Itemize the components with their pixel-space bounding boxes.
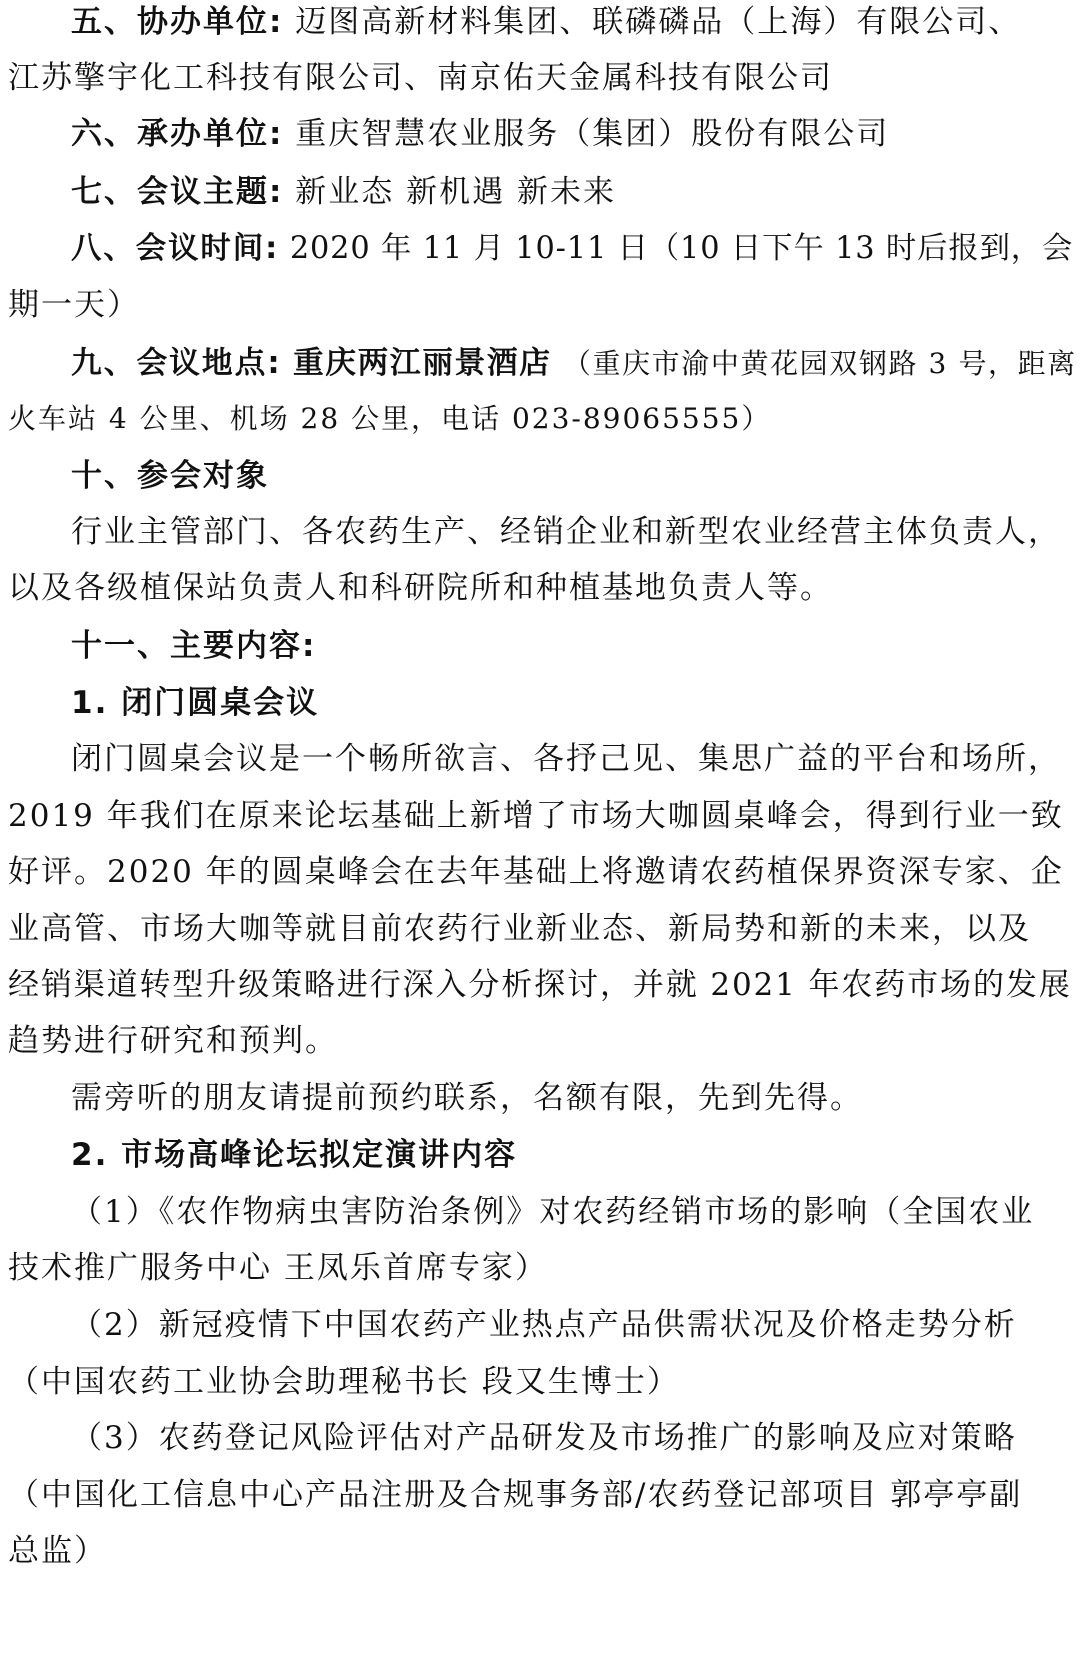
section-11-heading: 十一、主要内容: <box>71 628 317 664</box>
section-5-label: 五、协办单位: <box>71 4 284 40</box>
item-1-paragraph-line: 2019 年我们在原来论坛基础上新增了市场大咖圆桌峰会，得到行业一致 <box>8 798 1064 834</box>
section-5-text: 迈图高新材料集团、联磷磷品（上海）有限公司、 <box>295 4 1022 40</box>
item-1-paragraph-line: 闭门圆桌会议是一个畅所欲言、各抒己见、集思广益的平台和场所， <box>71 741 1061 777</box>
section-7-line <box>71 172 1072 212</box>
talk-1-line-2: 技术推广服务中心 王凤乐首席专家） <box>8 1250 548 1286</box>
talk-2-line-2: （中国农药工业协会助理秘书长 段又生博士） <box>8 1364 680 1400</box>
section-8-line-1 <box>71 229 1072 269</box>
section-9-label: 九、会议地点: <box>71 345 282 381</box>
section-5-line-2: 江苏擎宇化工科技有限公司、南京佑天金属科技有限公司 <box>8 60 833 96</box>
section-7-text: 新业态 新机遇 新未来 <box>295 174 616 210</box>
talk-3-line-3: 总监） <box>8 1533 107 1569</box>
venue-address: （重庆市渝中黄花园双钢路 3 号，距离 <box>562 347 1077 380</box>
talk-3-line-2: （中国化工信息中心产品注册及合规事务部/农药登记部项目 郭亭亭副 <box>8 1477 1023 1513</box>
section-5-line-1 <box>71 2 1072 42</box>
item-1-paragraph-line: 业高管、市场大咖等就目前农药行业新业态、新局势和新的未来，以及 <box>8 911 1031 947</box>
section-6-label: 六、承办单位: <box>71 116 284 152</box>
section-10-line-1: 行业主管部门、各农药生产、经销企业和新型农业经营主体负责人， <box>71 514 1061 550</box>
section-8-label: 八、会议时间: <box>71 231 280 266</box>
section-6-text: 重庆智慧农业服务（集团）股份有限公司 <box>295 116 890 152</box>
item-1-heading: 1. 闭门圆桌会议 <box>71 685 320 721</box>
section-6-line <box>71 114 1072 154</box>
item-1-paragraph-line: 趋势进行研究和预判。 <box>8 1023 338 1059</box>
section-8-text: 2020 年 11 月 10-11 日（10 日下午 13 时后报到，会 <box>289 231 1074 266</box>
section-10-line-2: 以及各级植保站负责人和科研院所和种植基地负责人等。 <box>8 570 833 606</box>
item-1-paragraph-line: 好评。2020 年的圆桌峰会在去年基础上将邀请农药植保界资深专家、企 <box>8 854 1064 890</box>
item-1-note: 需旁听的朋友请提前预约联系，名额有限，先到先得。 <box>71 1080 863 1116</box>
section-9-line-1 <box>71 343 1077 384</box>
section-8-line-2: 期一天） <box>8 287 140 323</box>
talk-2-line-1: （2）新冠疫情下中国农药产业热点产品供需状况及价格走势分析 <box>71 1307 1017 1343</box>
talk-3-line-1: （3）农药登记风险评估对产品研发及市场推广的影响及应对策略 <box>71 1420 1017 1456</box>
section-7-label: 七、会议主题: <box>71 174 284 210</box>
venue-name: 重庆两江丽景酒店 <box>292 345 552 381</box>
item-1-paragraph-line: 经销渠道转型升级策略进行深入分析探讨，并就 2021 年农药市场的发展 <box>8 967 1072 1003</box>
section-9-line-2: 火车站 4 公里、机场 28 公里，电话 023-89065555） <box>8 402 772 435</box>
item-2-heading: 2. 市场高峰论坛拟定演讲内容 <box>71 1137 518 1173</box>
talk-1-line-1: （1）《农作物病虫害防治条例》对农药经销市场的影响（全国农业 <box>71 1194 1035 1230</box>
section-10-heading: 十、参会对象 <box>71 458 269 494</box>
